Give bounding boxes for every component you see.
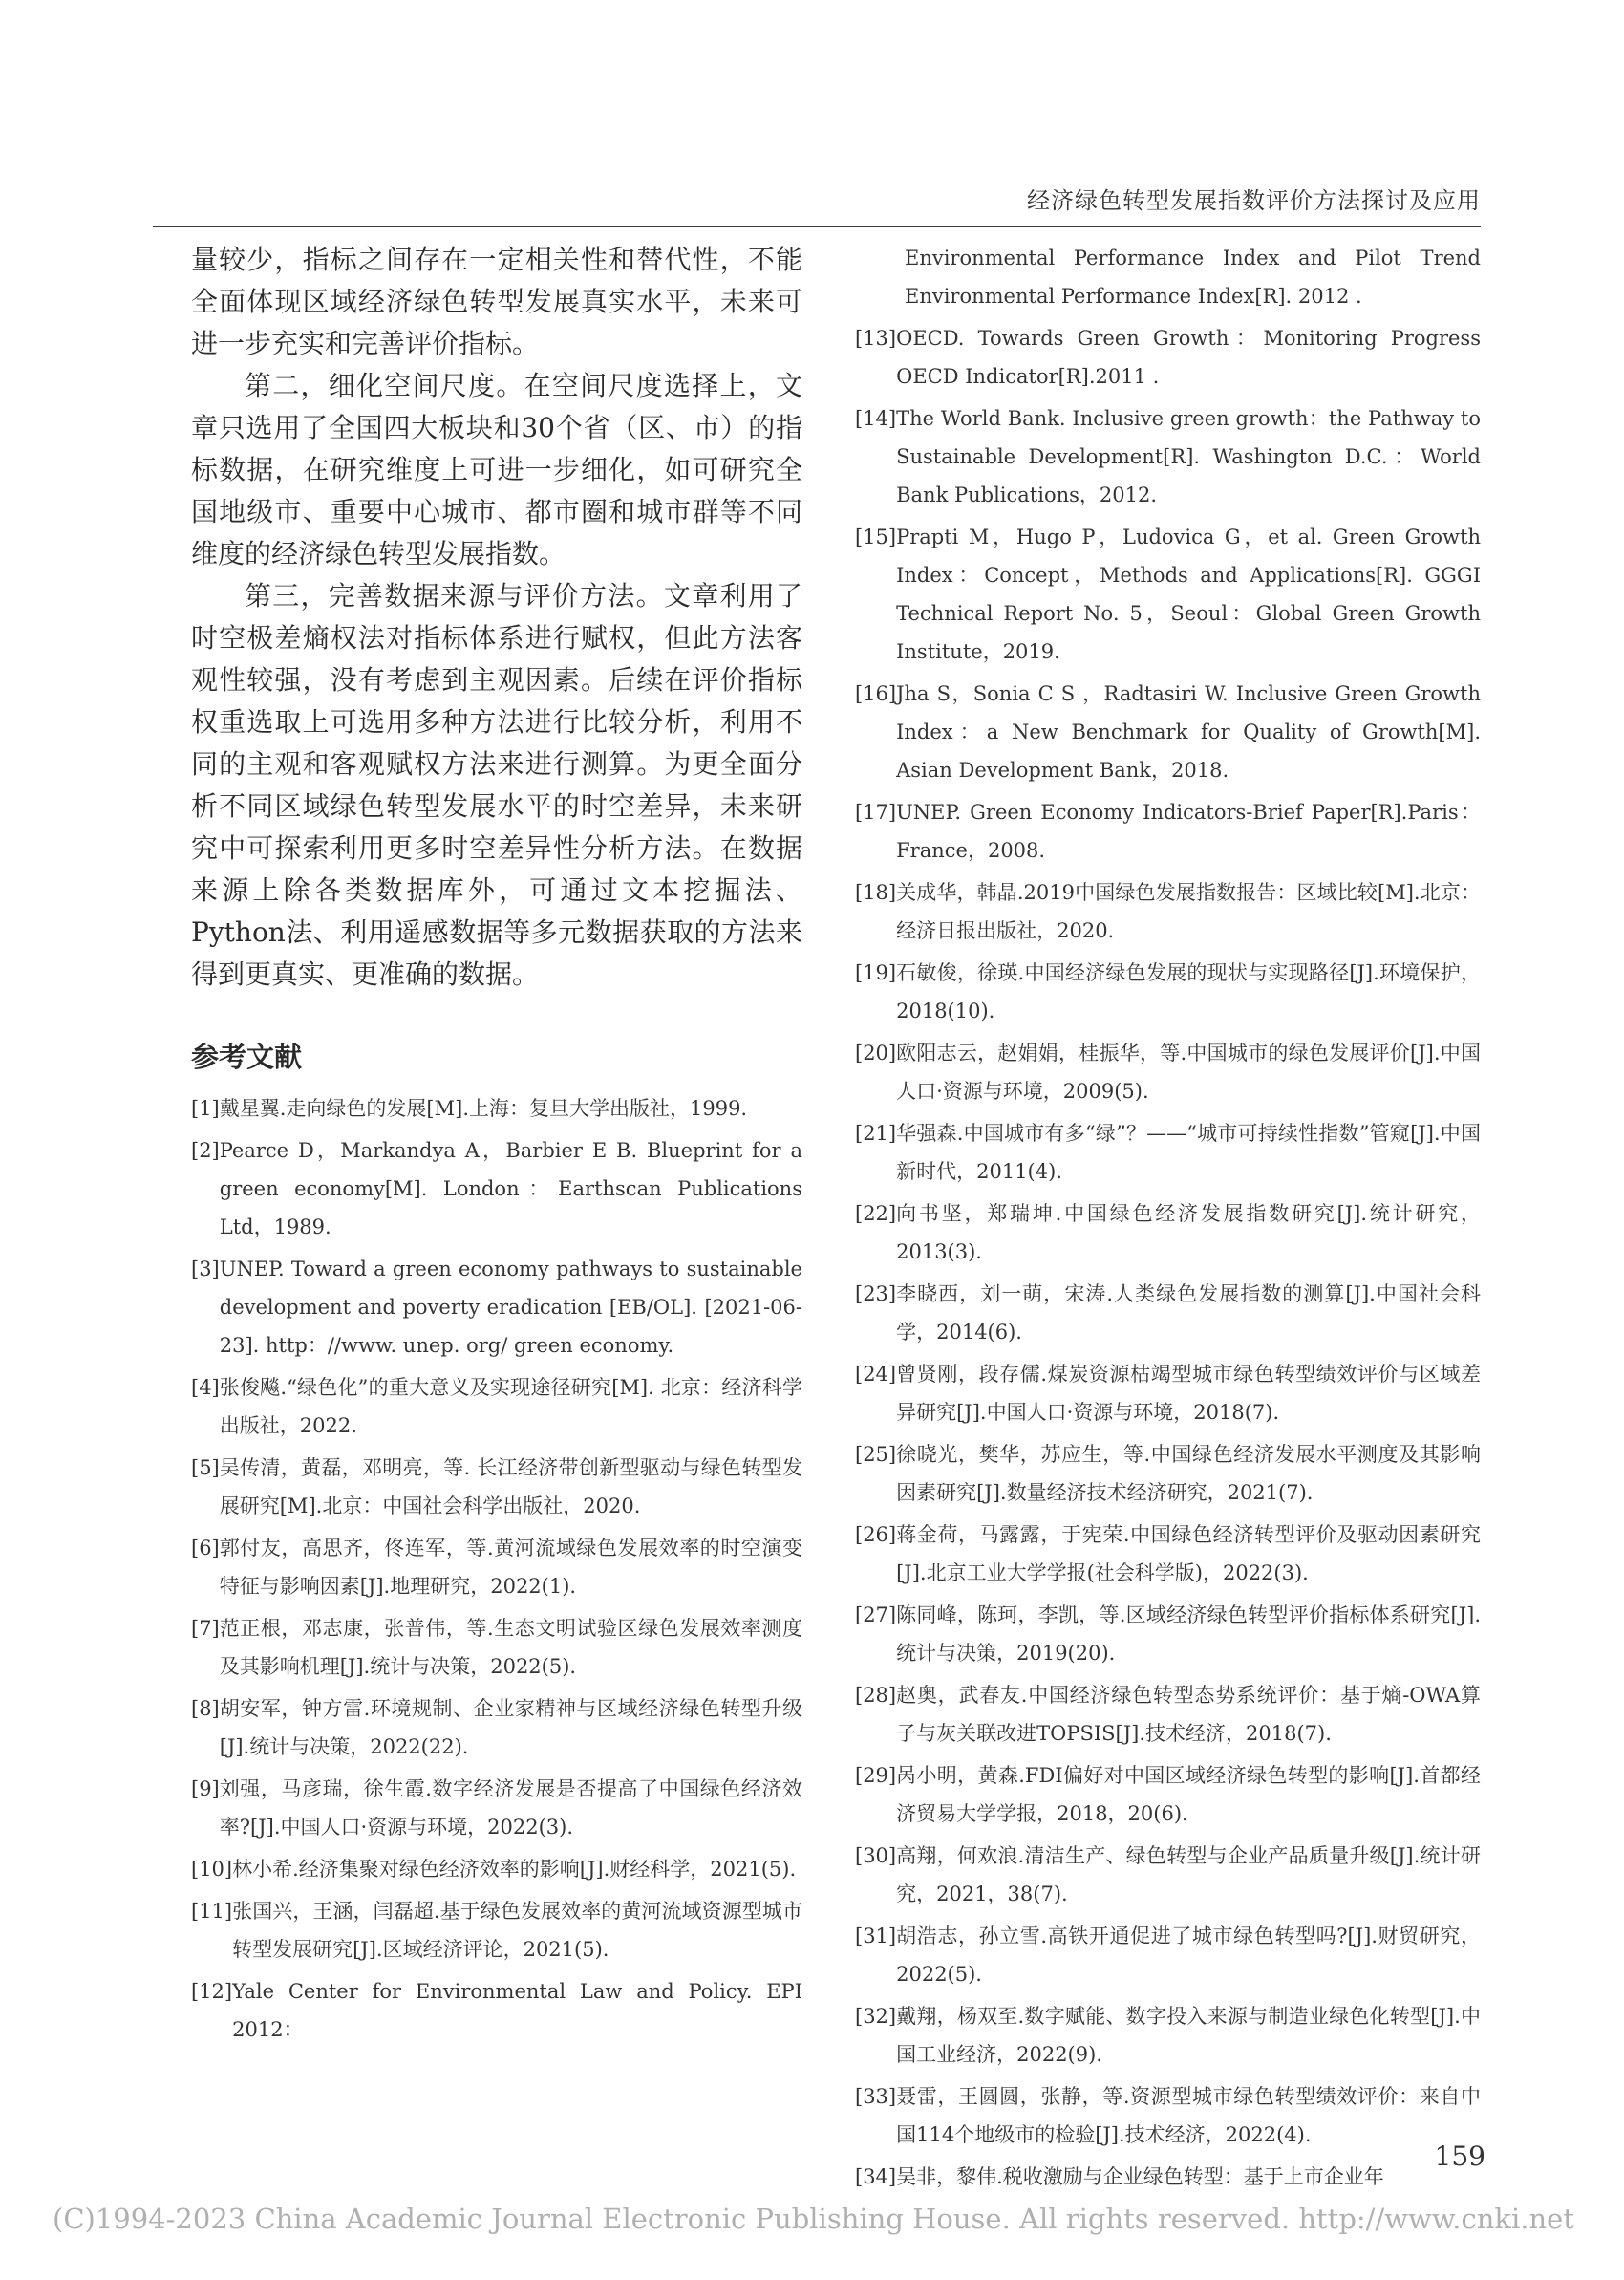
- reference-number: [26]: [855, 1523, 897, 1546]
- left-column: [191, 239, 802, 2053]
- reference-text: 戴星翼.走向绿色的发展[M].上海：复旦大学出版社，1999.: [219, 1097, 748, 1120]
- reference-text: 关成华，韩晶.2019中国绿色发展指数报告：区域比较[M].北京：经济日报出版社，2020.: [896, 881, 1481, 942]
- reference-text: 张俊飚.“绿色化”的重大意义及实现途径研究[M]. 北京：经济科学出版社，2022.: [219, 1376, 802, 1437]
- reference-item: [191, 1449, 802, 1525]
- body-paragraph: 量较少，指标之间存在一定相关性和替代性，不能全面体现区域经济绿色转型发展真实水平，未来可进一步充实和完善评价指标。: [191, 244, 802, 359]
- reference-item: [855, 1596, 1481, 1672]
- reference-number: [24]: [855, 1363, 897, 1386]
- body-paragraph: 第三，完善数据来源与评价方法。文章利用了时空极差熵权法对指标体系进行赋权，但此方法客观性较强，没有考虑到主观因素。后续在评价指标权重选取上可选用多种方法进行比较分析，利用不同的主观和客观赋权方法来进行测算。为更全面分析不同区域绿色转型发展水平的时空差异，未来研究中可探索利用更多时空差异性分析方法。在数据来源上除各类数据库外，可通过文本挖掘法、Python法、利用遥感数据等多元数据获取的方法来得到更真实、更准确的数据。: [191, 580, 802, 990]
- reference-item: [855, 2158, 1481, 2196]
- reference-text: 陈同峰，陈珂，李凯，等.区域经济绿色转型评价指标体系研究[J].统计与决策，2019(20).: [896, 1603, 1481, 1665]
- reference-item: [191, 1972, 802, 2049]
- reference-number: [32]: [855, 2005, 897, 2028]
- reference-text: 吴传清，黄磊，邓明亮，等. 长江经济带创新型驱动与绿色转型发展研究[M].北京：中国社会科学出版社，2020.: [219, 1456, 802, 1517]
- reference-text: Pearce D，Markandya A，Barbier E B. Blueprint for a green economy[M]. London：Earthscan Publications Ltd，1989.: [219, 1139, 802, 1238]
- reference-text: 高翔，何欢浪.清洁生产、绿色转型与企业产品质量升级[J].统计研究，2021，38(7).: [896, 1844, 1481, 1905]
- reference-number: [23]: [855, 1282, 897, 1305]
- copyright-footer: (C)1994-2023 China Academic Journal Electronic Publishing House. All rights reserved. http://www.cnki.net: [53, 2203, 1574, 2235]
- reference-text: 张国兴，王涵，闫磊超.基于绿色发展效率的黄河流域资源型城市转型发展研究[J].区域经济评论，2021(5).: [232, 1900, 802, 1961]
- reference-number: [3]: [191, 1258, 220, 1280]
- reference-list-left: [191, 1089, 802, 2049]
- reference-item: [191, 1850, 802, 1888]
- reference-item: [191, 1368, 802, 1445]
- reference-number: [25]: [855, 1443, 897, 1466]
- reference-text: 蒋金荷，马露露，于宪荣.中国绿色经济转型评价及驱动因素研究[J].北京工业大学学报(社会科学版)，2022(3).: [896, 1523, 1481, 1584]
- reference-number: [12]: [191, 1980, 233, 2003]
- reference-item: [855, 873, 1481, 950]
- reference-text: Environmental Performance Index and Pilot Trend Environmental Performance Index[R]. 2012 .: [905, 247, 1481, 308]
- reference-number: [31]: [855, 1925, 897, 1947]
- reference-text: The World Bank. Inclusive green growth：the Pathway to Sustainable Development[R]. Washington D.C.：World Bank Publications，2012.: [896, 407, 1481, 506]
- reference-text: 向书坚，郑瑞坤.中国绿色经济发展指数研究[J].统计研究，2013(3).: [896, 1202, 1481, 1263]
- reference-number: [9]: [191, 1777, 220, 1800]
- reference-number: [30]: [855, 1844, 897, 1867]
- reference-item: [191, 1689, 802, 1766]
- reference-number: [29]: [855, 1764, 897, 1787]
- reference-item: [191, 1250, 802, 1365]
- reference-item: [855, 1034, 1481, 1110]
- reference-text: Yale Center for Environmental Law and Policy. EPI 2012：: [232, 1980, 802, 2041]
- reference-number: [8]: [191, 1697, 220, 1720]
- reference-text: 聂雷，王圆圆，张静，等.资源型城市绿色转型绩效评价：来自中国114个地级市的检验[J].技术经济，2022(4).: [896, 2085, 1481, 2146]
- reference-item: [855, 1355, 1481, 1431]
- reference-item: [191, 1089, 802, 1128]
- reference-text: Jha S，Sonia C S ，Radtasiri W. Inclusive Green Growth Index：a New Benchmark for Quality of Growth[M]. Asian Development Bank，2018.: [896, 682, 1481, 782]
- reference-item: [855, 1676, 1481, 1753]
- header-divider: [153, 226, 1481, 227]
- reference-item: [855, 793, 1481, 870]
- reference-text: 欧阳志云，赵娟娟，桂振华，等.中国城市的绿色发展评价[J].中国人口·资源与环境，2009(5).: [896, 1042, 1481, 1103]
- reference-text: 赵奥，武春友.中国经济绿色转型态势系统评价：基于熵-OWA算子与灰关联改进TOPSIS[J].技术经济，2018(7).: [896, 1684, 1481, 1745]
- reference-number: [5]: [191, 1456, 220, 1479]
- reference-text: 戴翔，杨双至.数字赋能、数字投入来源与制造业绿色化转型[J].中国工业经济，2022(9).: [896, 2005, 1481, 2066]
- reference-item: [855, 1114, 1481, 1191]
- reference-item: [855, 1997, 1481, 2074]
- page-number: 159: [1434, 2140, 1485, 2172]
- reference-number: [19]: [855, 961, 897, 984]
- reference-text: 石敏俊，徐瑛.中国经济绿色发展的现状与实现路径[J].环境保护，2018(10).: [896, 961, 1481, 1022]
- reference-item: [855, 2077, 1481, 2154]
- reference-number: [1]: [191, 1097, 220, 1120]
- running-header: 经济绿色转型发展指数评价方法探讨及应用: [1027, 187, 1481, 214]
- reference-text: 刘强，马彦瑞，徐生霞.数字经济发展是否提高了中国绿色经济效率?[J].中国人口·资源与环境，2022(3).: [219, 1777, 802, 1839]
- reference-item: [855, 1194, 1481, 1271]
- reference-item: [191, 1892, 802, 1968]
- reference-number: [18]: [855, 881, 897, 904]
- reference-text: 吴非，黎伟.税收激励与企业绿色转型：基于上市企业年: [896, 2165, 1384, 2188]
- reference-number: [22]: [855, 1202, 897, 1225]
- reference-item: [191, 1770, 802, 1846]
- reference-text: 郭付友，高思齐，佟连军，等.黄河流域绿色发展效率的时空演变特征与影响因素[J].地理研究，2022(1).: [219, 1537, 802, 1598]
- reference-item: [855, 1516, 1481, 1592]
- reference-text: 徐晓光，樊华，苏应生，等.中国绿色经济发展水平测度及其影响因素研究[J].数量经济技术经济研究，2021(7).: [896, 1443, 1481, 1504]
- reference-number: [11]: [191, 1900, 233, 1923]
- reference-number: [27]: [855, 1603, 897, 1626]
- body-paragraph: 第二，细化空间尺度。在空间尺度选择上，文章只选用了全国四大板块和30个省（区、市）的指标数据，在研究维度上可进一步细化，如可研究全国地级市、重要中心城市、都市圈和城市群等不同维度的经济绿色转型发展指数。: [191, 370, 802, 570]
- reference-number: [15]: [855, 526, 897, 548]
- reference-number: [33]: [855, 2085, 897, 2108]
- reference-item: [855, 1837, 1481, 1913]
- reference-item: [855, 1275, 1481, 1351]
- reference-number: [7]: [191, 1617, 220, 1640]
- reference-text: Prapti M，Hugo P，Ludovica G，et al. Green Growth Index：Concept，Methods and Applications[R]. GGGI Technical Report No. 5，Seoul：Global Green Growth Institute，2019.: [896, 526, 1481, 663]
- reference-text: 李晓西，刘一萌，宋涛.人类绿色发展指数的测算[J].中国社会科学，2014(6).: [896, 1282, 1481, 1344]
- reference-text: 胡浩志，孙立雪.高铁开通促进了城市绿色转型吗?[J].财贸研究，2022(5).: [896, 1925, 1481, 1986]
- reference-text: 胡安军，钟方雷.环境规制、企业家精神与区域经济绿色转型升级[J].统计与决策，2022(22).: [219, 1697, 802, 1758]
- reference-number: [16]: [855, 682, 897, 705]
- reference-item: [855, 954, 1481, 1030]
- reference-number: [34]: [855, 2165, 897, 2188]
- reference-number: [13]: [855, 327, 897, 350]
- reference-number: [10]: [191, 1858, 233, 1881]
- reference-text: 华强森.中国城市有多“绿”？——“城市可持续性指数”管窥[J].中国新时代，2011(4).: [896, 1122, 1481, 1183]
- reference-text: UNEP. Green Economy Indicators-Brief Paper[R].Paris：France，2008.: [896, 801, 1481, 862]
- reference-number: [17]: [855, 801, 897, 824]
- reference-item: [855, 518, 1481, 671]
- reference-number: [20]: [855, 1042, 897, 1065]
- reference-item: [191, 1131, 802, 1246]
- reference-list-right: [855, 319, 1481, 2196]
- reference-item: [855, 1435, 1481, 1512]
- reference-item: [855, 319, 1481, 396]
- right-column: [855, 239, 1481, 2200]
- reference-text: 曾贤刚，段存儒.煤炭资源枯竭型城市绿色转型绩效评价与区域差异研究[J].中国人口·资源与环境，2018(7).: [896, 1363, 1481, 1424]
- reference-number: [21]: [855, 1122, 897, 1145]
- reference-number: [28]: [855, 1684, 897, 1707]
- references-heading: 参考文献: [191, 1041, 303, 1073]
- reference-item: [855, 675, 1481, 789]
- reference-text: 范正根，邓志康，张普伟，等.生态文明试验区绿色发展效率测度及其影响机理[J].统计与决策，2022(5).: [219, 1617, 802, 1678]
- reference-text: 林小希.经济集聚对绿色经济效率的影响[J].财经科学，2021(5).: [232, 1858, 797, 1881]
- reference-number: [14]: [855, 407, 897, 430]
- reference-item: [855, 1917, 1481, 1993]
- reference-text: OECD. Towards Green Growth：Monitoring Progress OECD Indicator[R].2011 .: [896, 327, 1481, 388]
- reference-item: [191, 1529, 802, 1605]
- reference-item: [191, 1609, 802, 1686]
- reference-number: [6]: [191, 1537, 220, 1559]
- reference-text: UNEP. Toward a green economy pathways to sustainable development and poverty eradication [EB/OL]. [2021-06-23]. http：//www. unep. org/ green economy.: [219, 1258, 802, 1357]
- reference-number: [4]: [191, 1376, 220, 1399]
- reference-text: 呙小明，黄森.FDI偏好对中国区域经济绿色转型的影响[J].首都经济贸易大学学报，2018，20(6).: [896, 1764, 1481, 1825]
- reference-item: [855, 399, 1481, 514]
- reference-continuation: [855, 239, 1481, 315]
- reference-number: [2]: [191, 1139, 220, 1162]
- reference-item: [855, 1756, 1481, 1833]
